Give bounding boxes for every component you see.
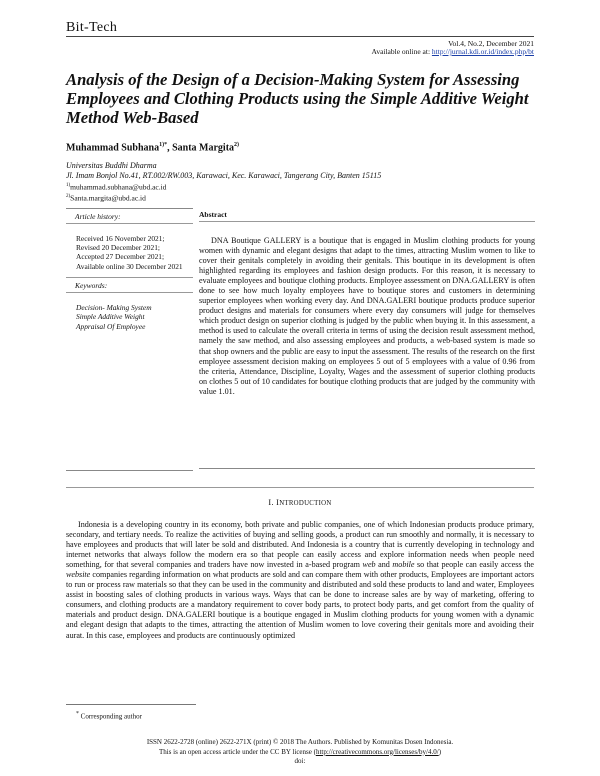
journal-name: Bit-Tech xyxy=(66,20,118,35)
intro-text-1: Indonesia is a developing country in its economy, both private and public companies, one of which Indonesian products produce primary, secondary, and tertiary needs. To realize the activities of buying and selling goods, a product can run smoothly and normally, it is necessary to have employees and products that will later be sold and distributed. And Indonesia is a country that is currently developing in technology and internet networks that always follow the modern era so that people can easily access and explore information needs when people need something, for that several companies and traders have now invested in a-based program xyxy=(66,520,534,570)
section-number: I. xyxy=(268,498,274,507)
author-2-mark: 2) xyxy=(234,142,240,148)
footnote xyxy=(76,711,142,720)
footer-doi: doi: xyxy=(294,757,306,765)
introduction-paragraph xyxy=(66,520,534,641)
email-2 xyxy=(66,192,536,203)
abstract-text: DNA Boutique GALLERY is a boutique that is engaged in Muslim clothing products for young women with dynamic and elegant designs that adapt to the times, attracting Muslim women to like to cover their genitals completely in avoiding their genitals. This boutique in its development is often highlighted regarding its employees and fashion design products. For this reason, it is necessary to evaluate employees and boutique clothing products. Employee assessment on DNA.GALLERY is often done to see how much loyalty employees have to boutique stores and customers in determining superior employees when working every day. And DNA.GALERI boutique products produce superior product designs and materials for consumers where every day consumers will judge for themselves which product design on superior clothing is judged by the public when buying it. In this assessment, a method is used to calculate the overall criteria in terms of using the decision result assessment method, namely the saw method, and also assessing employees and products, a web-based system is made so that shop owners and the public are easy to input the assessment. The results of the research on the first employee assessment decision making on employees 5 out of 5 employees with a value of 0.96 from the criteria, Attendance, Discipline, Loyalty, Wages and the assessment of superior clothing products on clothes 5 out of 10 candidates for boutique clothing products that are judged by the community with value 1.01. xyxy=(199,236,535,396)
email-1-address[interactable]: muhammad.subhana@ubd.ac.id xyxy=(70,182,167,192)
page-footer xyxy=(0,738,600,767)
journal-url-link[interactable]: http://jurnal.kdi.or.id/index.php/bt xyxy=(431,47,534,56)
footnote-text: Corresponding author xyxy=(78,712,142,721)
footnote-rule xyxy=(66,704,196,705)
affiliation xyxy=(66,161,536,203)
intro-text-4: companies regarding information on what products are sold and can compare them with other products, Employees are important actors to run or process raw materials so that they can be used in the community and distributed and sold these products to land and water, Employees assist in boosting sales of clothing products in various ways. Ways that can be done to increase sales are by way of marketing, offering to consumers, and clothing products are a mandatory requirement to cover body parts, to protect body parts, and get comfort from the quality of materials and product design. DNA.GALERI boutique is a boutique engaged in Muslim clothing products for young women with a dynamic and elegant design that adapts to the times, attracting the attention of Muslim women to love covering their genitals more and avoiding their aurat. In this case, employees and products are continuously optimized xyxy=(66,570,534,640)
volume-label: Vol.4, No.2, December 2021 xyxy=(448,39,534,48)
section-title-initial: I xyxy=(276,498,280,507)
section-divider xyxy=(66,487,534,488)
footer-issn: ISSN 2622-2728 (online) 2622-271X (print) © 2018 The Authors. Published by Komunitas Dosen Indonesia. xyxy=(146,738,454,746)
term-website: website xyxy=(66,570,91,580)
date-received: Received 16 November 2021; xyxy=(76,234,165,243)
term-web: web xyxy=(362,560,376,570)
email-1-mark: 1) xyxy=(66,183,71,188)
abstract-heading: Abstract xyxy=(199,210,535,222)
date-available: Available online 30 December 2021 xyxy=(76,261,183,271)
keyword-item: Decision- Making System xyxy=(76,302,152,312)
available-online xyxy=(371,48,534,56)
term-mobile: mobile xyxy=(392,560,415,570)
article-info-box xyxy=(66,208,193,471)
date-revised: Revised 20 December 2021; xyxy=(76,243,160,253)
article-history-label: Article history: xyxy=(66,209,193,224)
university-name: Universitas Buddhi Dharma xyxy=(66,161,157,170)
author-1-mark: 1)* xyxy=(159,142,168,148)
footer-license xyxy=(0,748,600,758)
date-accepted: Accepted 27 December 2021; xyxy=(76,252,165,262)
volume-info xyxy=(371,40,534,56)
author-separator: , xyxy=(167,142,173,154)
author-list xyxy=(66,142,239,153)
email-2-mark: 2) xyxy=(66,194,71,199)
keyword-item: Appraisal Of Employee xyxy=(76,321,146,331)
author-1: Muhammad Subhana xyxy=(66,142,160,154)
intro-text-3: so that people can easily access the xyxy=(414,560,534,570)
article-dates xyxy=(66,224,193,277)
available-label: Available online at: xyxy=(371,47,432,56)
section-title-rest: NTRODUCTION xyxy=(279,500,332,507)
paper-title: Analysis of the Design of a Decision-Making System for Assessing Employees and Clothing Products using the Simple Additive Weight Method Web-Based xyxy=(66,70,529,127)
university-address: Jl. Imam Bonjol No.41, RT.002/RW.003, Karawaci, Kec. Karawaci, Tangerang City, Banten 15115 xyxy=(66,171,382,180)
license-close: ) xyxy=(438,747,442,756)
license-link[interactable]: http://creativecommons.org/licenses/by/4.0/ xyxy=(315,747,439,756)
keywords-label: Keywords: xyxy=(66,277,193,293)
abstract-rule xyxy=(199,468,535,469)
footnote-mark: * xyxy=(76,711,79,717)
license-text: This is an open access article under the CC BY license ( xyxy=(158,747,316,756)
email-1 xyxy=(66,181,536,192)
keyword-list xyxy=(66,293,193,332)
keyword-item: Simple Additive Weight xyxy=(76,312,145,322)
email-2-address[interactable]: Santa.margita@ubd.ac.id xyxy=(70,193,146,203)
intro-text-2: and xyxy=(375,560,393,570)
header-rule xyxy=(66,36,534,37)
author-2: Santa Margita xyxy=(172,142,235,154)
section-heading xyxy=(0,498,600,507)
